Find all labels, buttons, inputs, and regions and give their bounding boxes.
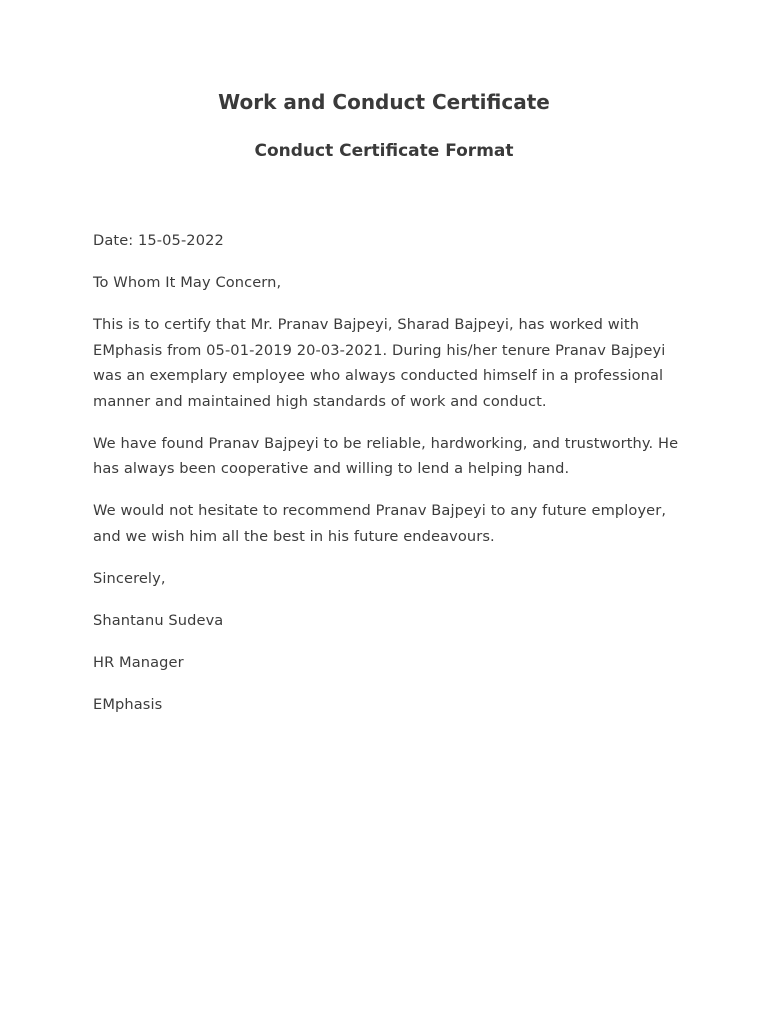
paragraph-character: We have found Pranav Bajpeyi to be reliable, hardworking, and trustworthy. He has always been cooperative and willing to lend a helping hand.: [93, 434, 679, 477]
document-subtitle: Conduct Certificate Format: [254, 141, 514, 161]
salutation: To Whom It May Concern,: [93, 274, 282, 291]
letter-body: [93, 228, 683, 734]
paragraph-recommendation: We would not hesitate to recommend Pranav Bajpeyi to any future employer, and we wish him all the best in his future endeavours.: [93, 502, 667, 545]
document-title: Work and Conduct Certificate: [218, 90, 550, 114]
company-name: EMphasis: [93, 695, 163, 713]
date-line: Date: 15-05-2022: [93, 232, 224, 249]
closing: Sincerely,: [93, 569, 166, 587]
paragraph-certification: This is to certify that Mr. Pranav Bajpeyi, Sharad Bajpeyi, has worked with EMphasis from 05-01-2019 20-03-2021. During his/her tenure Pranav Bajpeyi was an exemplary employee who always conducted himself in a professional manner and maintained high standards of work and conduct.: [93, 316, 666, 410]
signatory-name: Shantanu Sudeva: [93, 611, 224, 629]
signatory-title: HR Manager: [93, 653, 184, 671]
